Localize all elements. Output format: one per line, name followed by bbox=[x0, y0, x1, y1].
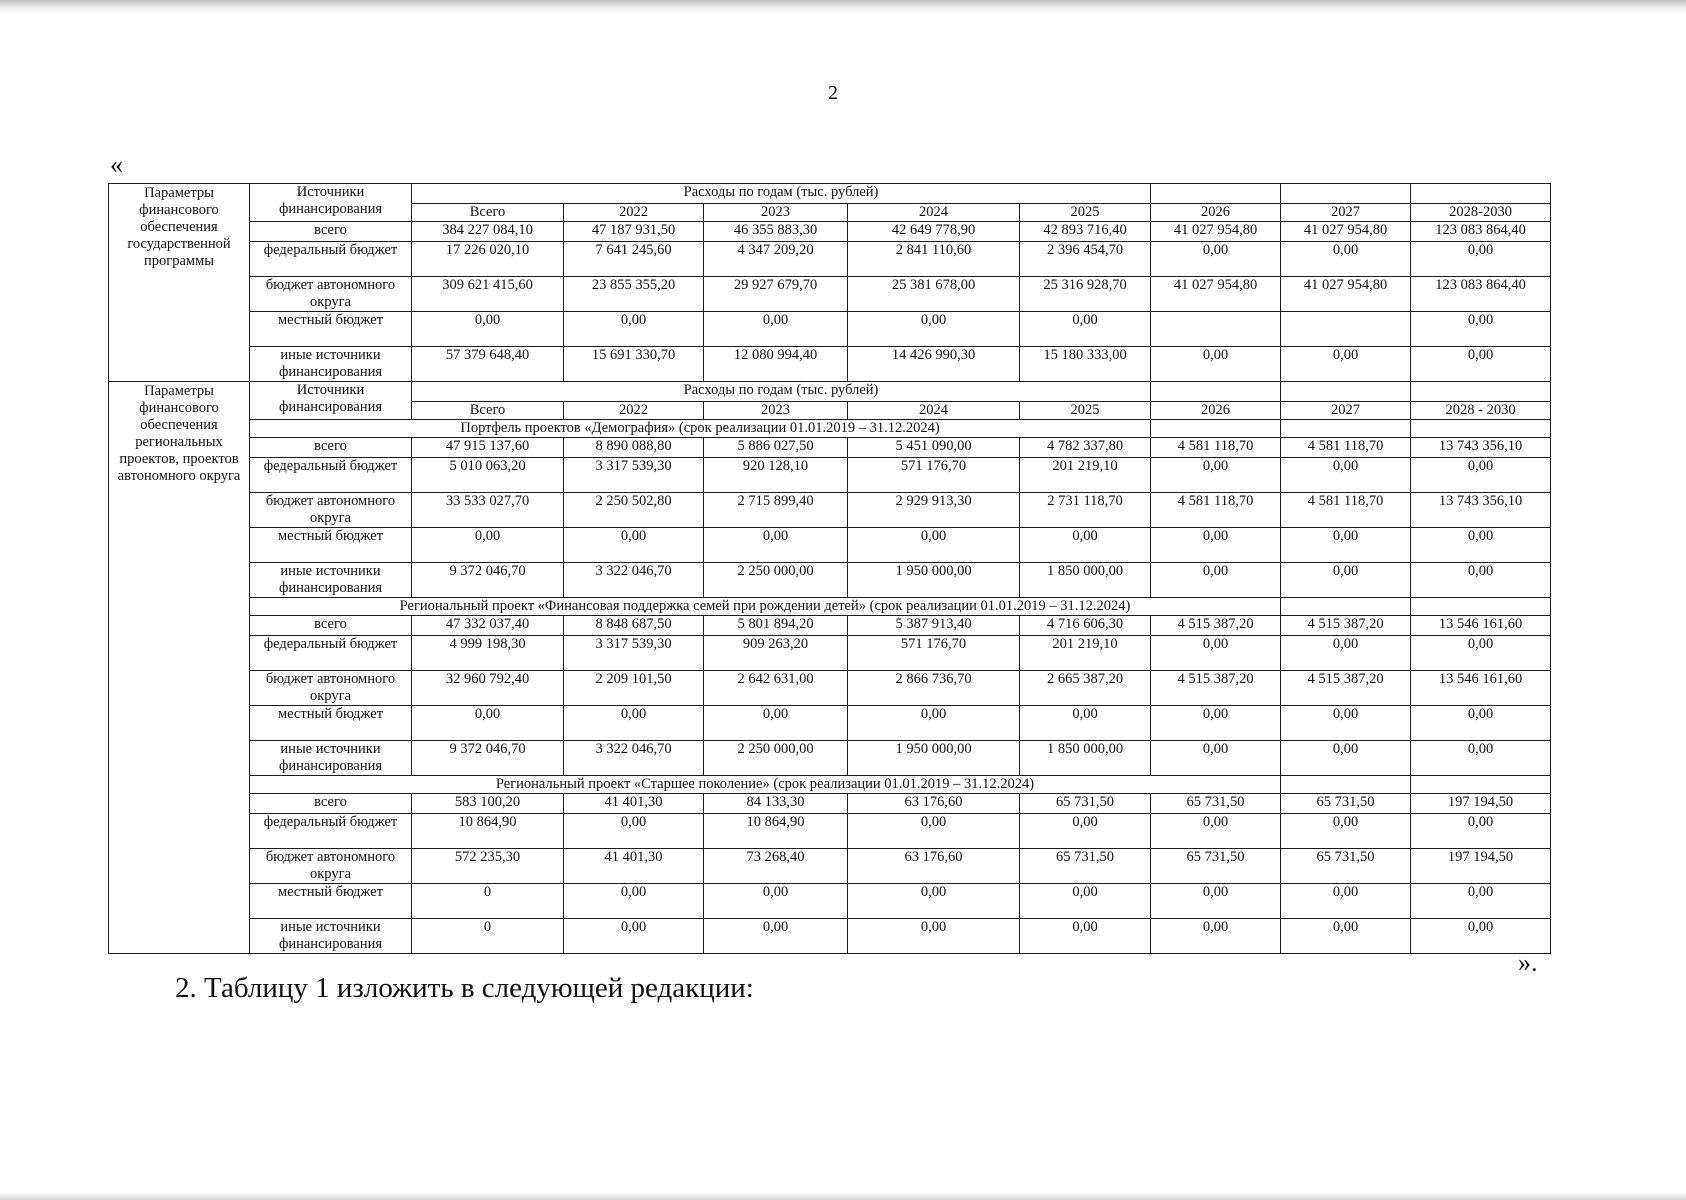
scan-edge-bottom bbox=[0, 1192, 1686, 1200]
value-cell: 65 731,50 bbox=[1281, 794, 1411, 814]
value-cell: 1 950 000,00 bbox=[848, 563, 1020, 598]
source-cell: местный бюджет bbox=[250, 528, 412, 563]
table-row bbox=[109, 222, 1551, 242]
value-cell: 0,00 bbox=[1151, 919, 1281, 954]
col-header: 2026 bbox=[1151, 402, 1281, 420]
value-cell: 0,00 bbox=[848, 814, 1020, 849]
category-label: Параметры финансового обеспечения государственной программы bbox=[109, 184, 250, 382]
value-cell: 29 927 679,70 bbox=[704, 277, 848, 312]
value-cell: 4 515 387,20 bbox=[1281, 616, 1411, 636]
col-header: 2023 bbox=[704, 204, 848, 222]
section-blank-cell bbox=[1281, 598, 1411, 616]
table-row bbox=[109, 706, 1551, 741]
section-blank-cell bbox=[1281, 420, 1411, 438]
value-cell: 5 010 063,20 bbox=[412, 458, 564, 493]
value-cell: 41 027 954,80 bbox=[1281, 277, 1411, 312]
financing-table bbox=[108, 183, 1551, 954]
value-cell: 3 322 046,70 bbox=[564, 563, 704, 598]
value-cell: 0,00 bbox=[564, 528, 704, 563]
value-cell: 0,00 bbox=[1411, 312, 1551, 347]
table-row bbox=[109, 794, 1551, 814]
value-cell: 0,00 bbox=[1411, 458, 1551, 493]
section-blank-cell bbox=[1411, 598, 1551, 616]
value-cell: 4 515 387,20 bbox=[1151, 671, 1281, 706]
value-cell: 0,00 bbox=[1020, 312, 1151, 347]
value-cell: 0,00 bbox=[1411, 563, 1551, 598]
col-header: 2028 - 2030 bbox=[1411, 402, 1551, 420]
table-row bbox=[109, 671, 1551, 706]
section-title-row bbox=[109, 598, 1551, 616]
header-blank-cell bbox=[1151, 382, 1281, 402]
value-cell: 0,00 bbox=[1411, 347, 1551, 382]
value-cell: 2 250 000,00 bbox=[704, 741, 848, 776]
table-row bbox=[109, 884, 1551, 919]
col-header: 2025 bbox=[1020, 402, 1151, 420]
value-cell: 8 848 687,50 bbox=[564, 616, 704, 636]
value-cell: 13 743 356,10 bbox=[1411, 493, 1551, 528]
value-cell: 4 515 387,20 bbox=[1151, 616, 1281, 636]
source-cell: всего bbox=[250, 616, 412, 636]
value-cell: 3 317 539,30 bbox=[564, 458, 704, 493]
value-cell: 0,00 bbox=[1151, 706, 1281, 741]
source-cell: местный бюджет bbox=[250, 884, 412, 919]
value-cell: 65 731,50 bbox=[1020, 794, 1151, 814]
source-cell: всего bbox=[250, 794, 412, 814]
value-cell: 5 451 090,00 bbox=[848, 438, 1020, 458]
scan-edge-top bbox=[0, 0, 1686, 14]
value-cell: 0,00 bbox=[1151, 528, 1281, 563]
value-cell: 5 801 894,20 bbox=[704, 616, 848, 636]
value-cell: 0,00 bbox=[1411, 814, 1551, 849]
value-cell: 0,00 bbox=[848, 528, 1020, 563]
value-cell: 0,00 bbox=[412, 706, 564, 741]
value-cell: 0,00 bbox=[1411, 636, 1551, 671]
value-cell: 4 999 198,30 bbox=[412, 636, 564, 671]
value-cell: 384 227 084,10 bbox=[412, 222, 564, 242]
value-cell: 4 515 387,20 bbox=[1281, 671, 1411, 706]
value-cell: 0,00 bbox=[564, 706, 704, 741]
value-cell: 0,00 bbox=[1020, 528, 1151, 563]
header-blank-cell bbox=[1281, 382, 1411, 402]
value-cell: 33 533 027,70 bbox=[412, 493, 564, 528]
section-title: Портфель проектов «Демография» (срок реализации 01.01.2019 – 31.12.2024) bbox=[250, 420, 1151, 438]
table-row bbox=[109, 636, 1551, 671]
value-cell: 13 546 161,60 bbox=[1411, 616, 1551, 636]
value-cell: 0,00 bbox=[1281, 814, 1411, 849]
section-blank-cell bbox=[1411, 420, 1551, 438]
source-cell: бюджет автономного округа bbox=[250, 849, 412, 884]
value-cell: 4 782 337,80 bbox=[1020, 438, 1151, 458]
col-header: 2022 bbox=[564, 204, 704, 222]
source-cell: бюджет автономного округа bbox=[250, 277, 412, 312]
value-cell: 47 187 931,50 bbox=[564, 222, 704, 242]
value-cell: 0,00 bbox=[564, 814, 704, 849]
value-cell: 3 317 539,30 bbox=[564, 636, 704, 671]
source-cell: местный бюджет bbox=[250, 312, 412, 347]
value-cell: 2 841 110,60 bbox=[848, 242, 1020, 277]
value-cell: 47 915 137,60 bbox=[412, 438, 564, 458]
value-cell: 0,00 bbox=[1411, 884, 1551, 919]
table-row bbox=[109, 277, 1551, 312]
value-cell: 0,00 bbox=[1411, 528, 1551, 563]
value-cell: 0,00 bbox=[704, 706, 848, 741]
value-cell: 0,00 bbox=[1281, 884, 1411, 919]
source-cell: федеральный бюджет bbox=[250, 814, 412, 849]
source-cell: федеральный бюджет bbox=[250, 242, 412, 277]
table-row bbox=[109, 438, 1551, 458]
source-cell: бюджет автономного округа bbox=[250, 671, 412, 706]
value-cell: 9 372 046,70 bbox=[412, 563, 564, 598]
value-cell: 2 715 899,40 bbox=[704, 493, 848, 528]
value-cell: 0,00 bbox=[848, 312, 1020, 347]
value-cell: 42 649 778,90 bbox=[848, 222, 1020, 242]
table-row bbox=[109, 528, 1551, 563]
value-cell: 0 bbox=[412, 884, 564, 919]
value-cell: 0,00 bbox=[1151, 884, 1281, 919]
value-cell: 0,00 bbox=[564, 884, 704, 919]
source-cell: всего bbox=[250, 438, 412, 458]
value-cell: 0,00 bbox=[1020, 884, 1151, 919]
value-cell: 571 176,70 bbox=[848, 636, 1020, 671]
value-cell: 10 864,90 bbox=[412, 814, 564, 849]
source-cell: иные источники финансирования bbox=[250, 347, 412, 382]
value-cell: 0,00 bbox=[1281, 706, 1411, 741]
value-cell: 0,00 bbox=[1411, 706, 1551, 741]
value-cell: 2 665 387,20 bbox=[1020, 671, 1151, 706]
value-cell: 0,00 bbox=[1411, 242, 1551, 277]
value-cell: 0,00 bbox=[848, 919, 1020, 954]
value-cell: 4 581 118,70 bbox=[1151, 493, 1281, 528]
value-cell: 41 401,30 bbox=[564, 794, 704, 814]
value-cell: 309 621 415,60 bbox=[412, 277, 564, 312]
section-title-row bbox=[109, 420, 1551, 438]
section-title: Региональный проект «Финансовая поддержка семей при рождении детей» (срок реализации 01.01.2019 – 31.12.2024) bbox=[250, 598, 1281, 616]
value-cell: 201 219,10 bbox=[1020, 636, 1151, 671]
source-cell: бюджет автономного округа bbox=[250, 493, 412, 528]
value-cell: 0,00 bbox=[1151, 242, 1281, 277]
value-cell: 0,00 bbox=[1411, 741, 1551, 776]
value-cell: 0,00 bbox=[704, 528, 848, 563]
value-cell: 0,00 bbox=[704, 919, 848, 954]
source-cell: федеральный бюджет bbox=[250, 636, 412, 671]
source-cell: всего bbox=[250, 222, 412, 242]
value-cell: 0,00 bbox=[1281, 242, 1411, 277]
value-cell bbox=[1151, 312, 1281, 347]
sources-header: Источники финансирования bbox=[250, 382, 412, 420]
value-cell: 73 268,40 bbox=[704, 849, 848, 884]
value-cell: 0,00 bbox=[1411, 919, 1551, 954]
value-cell: 41 027 954,80 bbox=[1151, 277, 1281, 312]
value-cell: 25 316 928,70 bbox=[1020, 277, 1151, 312]
value-cell: 63 176,60 bbox=[848, 794, 1020, 814]
value-cell: 0,00 bbox=[1020, 706, 1151, 741]
value-cell: 0,00 bbox=[1020, 919, 1151, 954]
instruction-text: 2. Таблицу 1 изложить в следующей редакции: bbox=[175, 972, 754, 1004]
col-header: 2028-2030 bbox=[1411, 204, 1551, 222]
value-cell: 4 581 118,70 bbox=[1281, 438, 1411, 458]
value-cell: 47 332 037,40 bbox=[412, 616, 564, 636]
table-row bbox=[109, 458, 1551, 493]
value-cell: 0,00 bbox=[1281, 741, 1411, 776]
value-cell: 41 027 954,80 bbox=[1281, 222, 1411, 242]
value-cell: 0,00 bbox=[1281, 528, 1411, 563]
value-cell: 201 219,10 bbox=[1020, 458, 1151, 493]
page-number: 2 bbox=[828, 82, 838, 104]
value-cell: 15 691 330,70 bbox=[564, 347, 704, 382]
section-title-row bbox=[109, 776, 1551, 794]
section-blank-cell bbox=[1411, 776, 1551, 794]
value-cell: 0,00 bbox=[1151, 636, 1281, 671]
value-cell: 5 387 913,40 bbox=[848, 616, 1020, 636]
value-cell: 13 546 161,60 bbox=[1411, 671, 1551, 706]
open-quote: « bbox=[110, 150, 123, 179]
table-row bbox=[109, 919, 1551, 954]
value-cell: 0,00 bbox=[1281, 347, 1411, 382]
value-cell: 920 128,10 bbox=[704, 458, 848, 493]
value-cell: 123 083 864,40 bbox=[1411, 277, 1551, 312]
source-cell: иные источники финансирования bbox=[250, 919, 412, 954]
value-cell: 42 893 716,40 bbox=[1020, 222, 1151, 242]
value-cell: 8 890 088,80 bbox=[564, 438, 704, 458]
col-header: 2027 bbox=[1281, 402, 1411, 420]
value-cell: 0,00 bbox=[848, 884, 1020, 919]
table-row bbox=[109, 814, 1551, 849]
value-cell: 2 866 736,70 bbox=[848, 671, 1020, 706]
value-cell: 572 235,30 bbox=[412, 849, 564, 884]
col-header: 2025 bbox=[1020, 204, 1151, 222]
value-cell: 0,00 bbox=[1281, 636, 1411, 671]
value-cell: 2 250 000,00 bbox=[704, 563, 848, 598]
col-header: 2027 bbox=[1281, 204, 1411, 222]
value-cell: 0,00 bbox=[1020, 814, 1151, 849]
value-cell: 583 100,20 bbox=[412, 794, 564, 814]
col-header: 2026 bbox=[1151, 204, 1281, 222]
table-row bbox=[109, 347, 1551, 382]
value-cell bbox=[1281, 312, 1411, 347]
value-cell: 46 355 883,30 bbox=[704, 222, 848, 242]
value-cell: 0,00 bbox=[1151, 347, 1281, 382]
section-blank-cell bbox=[1151, 420, 1281, 438]
value-cell: 0,00 bbox=[1281, 919, 1411, 954]
value-cell: 2 929 913,30 bbox=[848, 493, 1020, 528]
header-blank-cell bbox=[1151, 184, 1281, 204]
col-header: 2022 bbox=[564, 402, 704, 420]
value-cell: 0,00 bbox=[412, 312, 564, 347]
col-header: 2023 bbox=[704, 402, 848, 420]
value-cell: 1 850 000,00 bbox=[1020, 563, 1151, 598]
section-title: Региональный проект «Старшее поколение» (срок реализации 01.01.2019 – 31.12.2024) bbox=[250, 776, 1281, 794]
value-cell: 0,00 bbox=[1151, 741, 1281, 776]
source-cell: местный бюджет bbox=[250, 706, 412, 741]
value-cell: 0,00 bbox=[564, 919, 704, 954]
value-cell: 23 855 355,20 bbox=[564, 277, 704, 312]
value-cell: 1 850 000,00 bbox=[1020, 741, 1151, 776]
table-row bbox=[109, 312, 1551, 347]
value-cell: 14 426 990,30 bbox=[848, 347, 1020, 382]
expenses-header: Расходы по годам (тыс. рублей) bbox=[412, 382, 1151, 402]
value-cell: 0,00 bbox=[564, 312, 704, 347]
value-cell: 63 176,60 bbox=[848, 849, 1020, 884]
value-cell: 0,00 bbox=[1151, 458, 1281, 493]
sources-header: Источники финансирования bbox=[250, 184, 412, 222]
value-cell: 909 263,20 bbox=[704, 636, 848, 671]
value-cell: 123 083 864,40 bbox=[1411, 222, 1551, 242]
source-cell: федеральный бюджет bbox=[250, 458, 412, 493]
value-cell: 9 372 046,70 bbox=[412, 741, 564, 776]
value-cell: 65 731,50 bbox=[1151, 794, 1281, 814]
table-row bbox=[109, 563, 1551, 598]
value-cell: 32 960 792,40 bbox=[412, 671, 564, 706]
value-cell: 41 027 954,80 bbox=[1151, 222, 1281, 242]
header-blank-cell bbox=[1411, 184, 1551, 204]
header-row bbox=[109, 184, 1551, 204]
section-blank-cell bbox=[1281, 776, 1411, 794]
table-row bbox=[109, 242, 1551, 277]
value-cell: 65 731,50 bbox=[1020, 849, 1151, 884]
col-header: Всего bbox=[412, 402, 564, 420]
value-cell: 17 226 020,10 bbox=[412, 242, 564, 277]
header-blank-cell bbox=[1281, 184, 1411, 204]
value-cell: 84 133,30 bbox=[704, 794, 848, 814]
header-blank-cell bbox=[1411, 382, 1551, 402]
value-cell: 197 194,50 bbox=[1411, 849, 1551, 884]
value-cell: 13 743 356,10 bbox=[1411, 438, 1551, 458]
value-cell: 4 581 118,70 bbox=[1281, 493, 1411, 528]
expenses-header: Расходы по годам (тыс. рублей) bbox=[412, 184, 1151, 204]
value-cell: 2 250 502,80 bbox=[564, 493, 704, 528]
header-row bbox=[109, 382, 1551, 402]
value-cell: 571 176,70 bbox=[848, 458, 1020, 493]
value-cell: 0,00 bbox=[1151, 563, 1281, 598]
value-cell: 7 641 245,60 bbox=[564, 242, 704, 277]
value-cell: 0,00 bbox=[1281, 563, 1411, 598]
table-row bbox=[109, 493, 1551, 528]
value-cell: 0,00 bbox=[1151, 814, 1281, 849]
value-cell: 2 642 631,00 bbox=[704, 671, 848, 706]
value-cell: 0,00 bbox=[1281, 458, 1411, 493]
table-row bbox=[109, 741, 1551, 776]
value-cell: 12 080 994,40 bbox=[704, 347, 848, 382]
value-cell: 197 194,50 bbox=[1411, 794, 1551, 814]
value-cell: 65 731,50 bbox=[1281, 849, 1411, 884]
col-header: 2024 bbox=[848, 204, 1020, 222]
value-cell: 2 209 101,50 bbox=[564, 671, 704, 706]
value-cell: 65 731,50 bbox=[1151, 849, 1281, 884]
value-cell: 57 379 648,40 bbox=[412, 347, 564, 382]
value-cell: 15 180 333,00 bbox=[1020, 347, 1151, 382]
value-cell: 4 581 118,70 bbox=[1151, 438, 1281, 458]
close-quote: ». bbox=[1518, 948, 1538, 977]
source-cell: иные источники финансирования bbox=[250, 741, 412, 776]
value-cell: 2 396 454,70 bbox=[1020, 242, 1151, 277]
category-label: Параметры финансового обеспечения региональных проектов, проектов автономного округа bbox=[109, 382, 250, 954]
value-cell: 4 716 606,30 bbox=[1020, 616, 1151, 636]
table-row bbox=[109, 849, 1551, 884]
value-cell: 0,00 bbox=[704, 884, 848, 919]
value-cell: 25 381 678,00 bbox=[848, 277, 1020, 312]
source-cell: иные источники финансирования bbox=[250, 563, 412, 598]
value-cell: 41 401,30 bbox=[564, 849, 704, 884]
value-cell: 5 886 027,50 bbox=[704, 438, 848, 458]
table-row bbox=[109, 616, 1551, 636]
value-cell: 4 347 209,20 bbox=[704, 242, 848, 277]
value-cell: 10 864,90 bbox=[704, 814, 848, 849]
value-cell: 1 950 000,00 bbox=[848, 741, 1020, 776]
value-cell: 0 bbox=[412, 919, 564, 954]
col-header: 2024 bbox=[848, 402, 1020, 420]
value-cell: 3 322 046,70 bbox=[564, 741, 704, 776]
col-header: Всего bbox=[412, 204, 564, 222]
value-cell: 2 731 118,70 bbox=[1020, 493, 1151, 528]
value-cell: 0,00 bbox=[848, 706, 1020, 741]
value-cell: 0,00 bbox=[412, 528, 564, 563]
value-cell: 0,00 bbox=[704, 312, 848, 347]
